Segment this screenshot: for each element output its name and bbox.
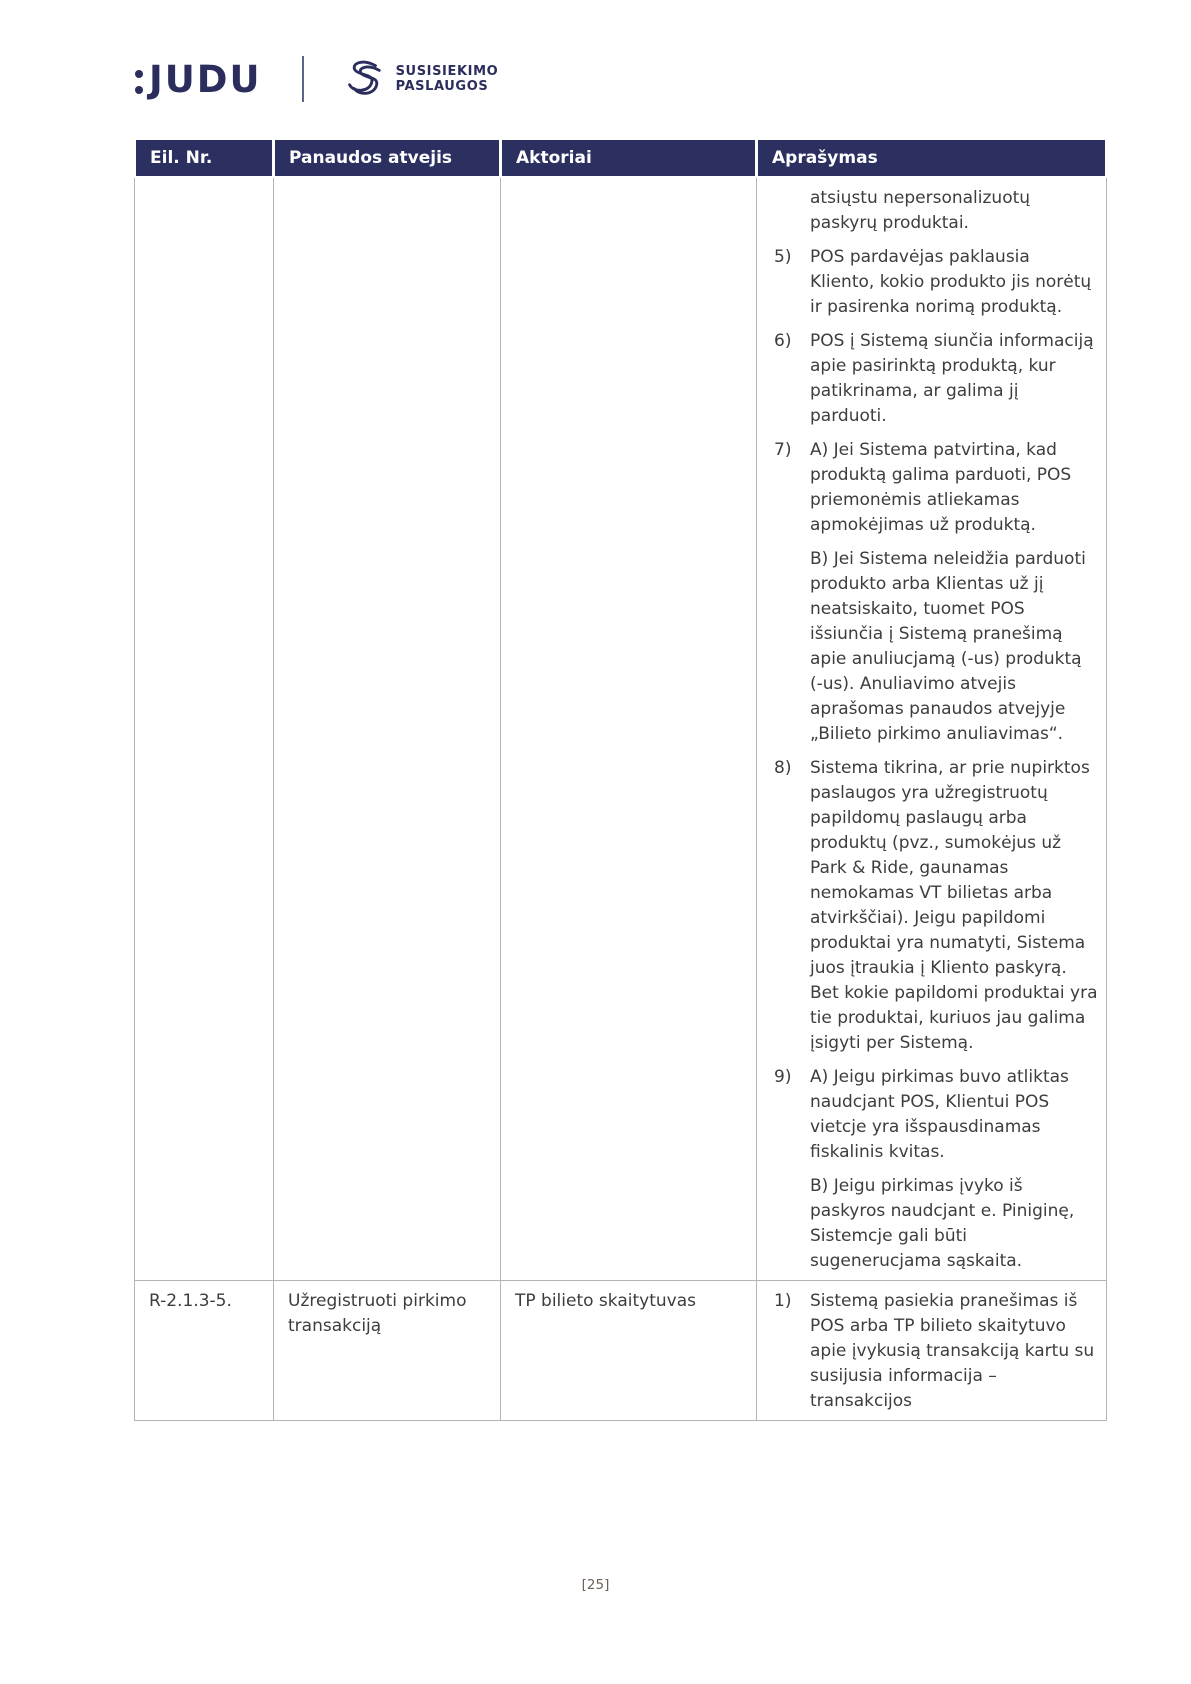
list-item (774, 547, 1099, 747)
list-item-text: Sistema tikrina, ar prie nupirktos paslaugos yra užregistruotų papildomų paslaugų arba produktų (pvz., sumokėjus už Park & Ride, gaunamas nemokamas VT bilietas arba atvirkščiai). Jeigu papildomi produktai yra numatyti, Sistema juos įtraukia į Kliento paskyrą. Bet kokie papildomi produktai yra tie produktai, kuriuos jau galima įsigyti per Sistemą. (810, 758, 1098, 1053)
cell-eil-nr (135, 177, 274, 1281)
list-item-text: Sistemą pasiekia pranešimas iš POS arba TP bilieto skaitytuvo apie įvykusią transakciją kartu su susijusia informacija – transakcijos (810, 1291, 1095, 1411)
list-item-text: POS pardavėjas paklausia Kliento, kokio produkto jis norėtų ir pasirenka norimą produktą. (810, 247, 1092, 317)
use-case-table (133, 137, 1108, 1421)
list-item-number (774, 1174, 810, 1274)
logo-divider (302, 56, 304, 102)
list-item-text: B) Jei Sistema neleidžia parduoti produkto arba Klientas už jį neatsiskaito, tuomet POS išsiunčia į Sistemą pranešimą apie anuliucjamą (-us) produktą (-us). Anuliavimo atvejis aprašomas panaudos atvejyje „Bilieto pirkimo anuliavimas“. (810, 549, 1086, 744)
list-item-text: A) Jei Sistema patvirtina, kad produktą galima parduoti, POS priemonėmis atliekamas apmokėjimas už produktą. (810, 440, 1072, 535)
list-item-text: B) Jeigu pirkimas įvyko iš paskyros naudcjant e. Piniginę, Sistemcje gali būti sugenerucjama sąskaita. (810, 1176, 1075, 1271)
cell-aktoriai: TP bilieto skaitytuvas (501, 1281, 757, 1421)
col-header-eil-nr: Eil. Nr. (135, 139, 274, 178)
table-row (135, 177, 1107, 1281)
list-item-text: POS į Sistemą siunčia informaciją apie pasirinktą produktą, kur patikrinama, ar galima jį parduoti. (810, 331, 1094, 426)
cell-eil-nr: R-2.1.3-5. (135, 1281, 274, 1421)
list-item (774, 1065, 1099, 1165)
page-number: [25] (581, 1577, 610, 1593)
susisiekimo-logo-text (396, 64, 499, 94)
cell-aprasymas (757, 177, 1107, 1281)
judu-logo (135, 57, 262, 101)
list-item-text: A) Jeigu pirkimas buvo atliktas naudcjant POS, Klientui POS vietcje yra išspausdinamas fiskalinis kvitas. (810, 1067, 1069, 1162)
cell-aktoriai (501, 177, 757, 1281)
col-header-panaudos-atvejis: Panaudos atvejis (274, 139, 501, 178)
col-header-aprasymas: Aprašymas (757, 139, 1107, 178)
list-item (774, 756, 1099, 1056)
list-item-number: 8) (774, 758, 792, 778)
table-row (135, 1281, 1107, 1421)
list-item (774, 245, 1099, 320)
list-item-number (774, 186, 810, 236)
list-item-text: atsiųstu nepersonalizuotų paskyrų produktai. (810, 188, 1031, 233)
header-logos (135, 56, 498, 102)
list-item-number: 6) (774, 331, 792, 351)
list-item (774, 186, 1099, 236)
judu-logo-dots-icon (135, 70, 143, 94)
susisiekimo-logo (340, 56, 499, 102)
susisiekimo-logo-icon (340, 56, 386, 102)
list-item-number: 1) (774, 1291, 792, 1311)
cell-aprasymas (757, 1281, 1107, 1421)
list-item-number: 5) (774, 247, 792, 267)
list-item-number (774, 547, 810, 747)
list-item (774, 1289, 1099, 1414)
cell-panaudos-atvejis (274, 177, 501, 1281)
list-item-number: 7) (774, 440, 792, 460)
judu-logo-text: JUDU (149, 57, 262, 101)
col-header-aktoriai: Aktoriai (501, 139, 757, 178)
susisiekimo-line2: PASLAUGOS (395, 79, 489, 94)
list-item (774, 438, 1099, 538)
table-header-row (135, 139, 1107, 178)
list-item (774, 329, 1099, 429)
list-item-number: 9) (774, 1067, 792, 1087)
cell-panaudos-atvejis: Užregistruoti pirkimo transakciją (274, 1281, 501, 1421)
susisiekimo-line1: SUSISIEKIMO (395, 64, 499, 79)
list-item (774, 1174, 1099, 1274)
